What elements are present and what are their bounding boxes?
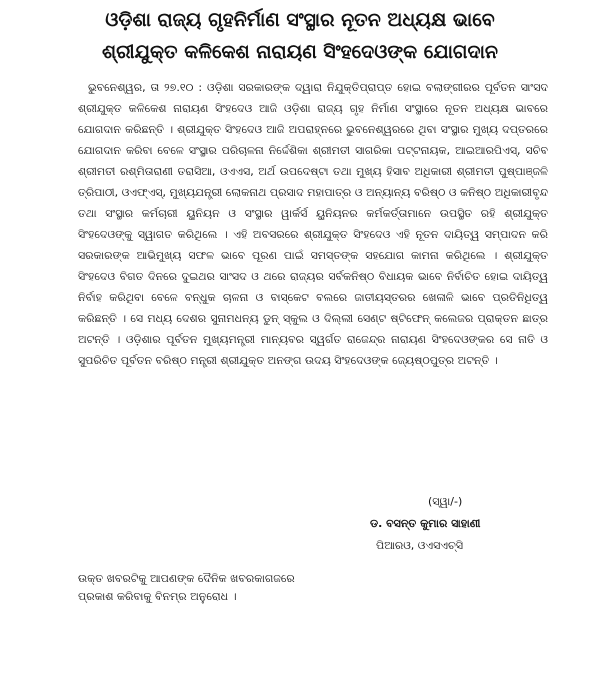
request-line-2: ପ୍ରକାଶ କରିବାକୁ ବିନମ୍ର ଅନୁରୋଧ ।	[78, 590, 237, 603]
publication-request	[78, 570, 338, 606]
body-text: ଭୁବନେଶ୍ୱର, ତା ୨୭.୧୦ : ଓଡ଼ିଶା ସରକାରଙ୍କ ଦ୍ୱାରା ନିଯୁକ୍ତିପ୍ରାପ୍ତ ହୋଇ ବଲାଙ୍ଗୀରର ପୂର୍ବତନ ସାଂସଦ ଶ୍ରୀଯୁକ୍ତ କଳିକେଶ ନାରାୟଣ ସିଂହଦେଓ ଆଜି ଓଡ଼ିଶା ରାଜ୍ୟ ଗୃହ ନିର୍ମାଣ ସଂସ୍ଥାରେ ନୂତନ ଅଧ୍ୟକ୍ଷ ଭାବରେ ଯୋଗଦାନ କରିଛନ୍ତି । ଶ୍ରୀଯୁକ୍ତ ସିଂହଦେଓ ଆଜି ଅପରାହ୍ନରେ ଭୁବନେଶ୍ୱରରେ ଥିବା ସଂସ୍ଥାର ମୁଖ୍ୟ ଦପ୍ତରରେ ଯୋଗଦାନ କରିବା ବେଳେ ସଂସ୍ଥାର ପରିଚାଳନା ନିର୍ଦ୍ଦେଶିକା ଶ୍ରୀମତୀ ସାଗରିକା ପଟ୍ଟନାୟକ, ଆଇଆରପିଏସ୍, ସଚିବ ଶ୍ରୀମତୀ ରଶ୍ମିତାରାଣୀ ତରାସିଆ, ଓଏଏସ, ଅର୍ଥ ଉପଦେଷ୍ଟା ତଥା ମୁଖ୍ୟ ହିସାବ ଅଧିକାରୀ ଶ୍ରୀମତୀ ପୁଷ୍ପାଞ୍ଜଳି ତ୍ରିପାଠୀ, ଓଏଫ୍ଏସ୍, ମୁଖ୍ୟଯନ୍ତ୍ରୀ ଲୋକନାଥ ପ୍ରସାଦ ମହାପାତ୍ର ଓ ଅନ୍ୟାନ୍ୟ ବରିଷ୍ଠ ଓ କନିଷ୍ଠ ଅଧିକାରୀବୃନ୍ଦ ତଥା ସଂସ୍ଥାର କର୍ମଚାରୀ ୟୁନିୟନ ଓ ସଂସ୍ଥାର ୱାର୍କର୍ସ ୟୁନିୟନର କର୍ମକର୍ତ୍ତାମାନେ ଉପସ୍ଥିତ ରହି ଶ୍ରୀଯୁକ୍ତ ସିଂହଦେଓଙ୍କୁ ସ୍ୱାଗତ କରିଥିଲେ । ଏହି ଅବସରରେ ଶ୍ରୀଯୁକ୍ତ ସିଂହଦେଓ ଏହି ନୂତନ ଦାୟିତ୍ୱ ସମ୍ପାଦନ କରି ସରକାରଙ୍କ ଆଭିମୁଖ୍ୟ ସଫଳ ଭାବେ ପୂରଣ ପାଇଁ ସମସ୍ତଙ୍କ ସହଯୋଗ କାମନା କରିଥିଲେ । ଶ୍ରୀଯୁକ୍ତ ସିଂହଦେଓ ବିଗତ ଦିନରେ ଦୁଇଥର ସାଂସଦ ଓ ଥରେ ରାଜ୍ୟର ସର୍ବକନିଷ୍ଠ ବିଧାୟକ ଭାବେ ନିର୍ବାଚିତ ହୋଇ ଦାୟିତ୍ୱ ନିର୍ବାହ କରିଥିବା ବେଳେ ବନ୍ଧୁକ ଚାଳନା ଓ ବାସ୍କେଟ ବଲରେ ଜାତୀୟସ୍ତରର ଖେଳାଳି ଭାବେ ପ୍ରତିନିଧିତ୍ୱ କରିଛନ୍ତି । ସେ ମଧ୍ୟ ଦେଶର ସୁନାମଧନ୍ୟ ଡୁନ୍ ସ୍କୁଲ ଓ ଦିଲ୍ଲୀ ସେଣ୍ଟ ଷ୍ଟିଫେନ୍ କଲେଜର ପ୍ରାକ୍ତନ ଛାତ୍ର ଅଟନ୍ତି । ଓଡ଼ିଶାର ପୂର୍ବତନ ମୁଖ୍ୟମନ୍ତ୍ରୀ ମାନ୍ୟବର ସ୍ୱର୍ଗତ ରାଜେନ୍ଦ୍ର ନାରାୟଣ ସିଂହଦେଓଙ୍କର ସେ ନାତି ଓ ସୁପରିଚିତ ପୂର୍ବତନ ବରିଷ୍ଠ ମନ୍ତ୍ରୀ ଶ୍ରୀଯୁକ୍ତ ଅନଙ୍ଗ ଉଦୟ ସିଂହଦେଓଙ୍କ ଜ୍ୟେଷ୍ଠପୁତ୍ର ଅଟନ୍ତି ।	[78, 81, 548, 367]
headline-line-1: ଓଡ଼ିଶା ରାଜ୍ୟ ଗୃହନିର୍ମାଣ ସଂସ୍ଥାର ନୂତନ ଅଧ୍ୟକ୍ଷ ଭାବେ	[105, 9, 495, 31]
signature-block	[370, 491, 560, 557]
signatory-name: ଡ. ବସନ୍ତ କୁମାର ସାହାଣୀ	[370, 517, 481, 530]
signatory-title: ପିଆରଓ, ଓଏସଏଚ୍‌ସି	[376, 539, 463, 552]
headline-line-2: ଶ୍ରୀଯୁକ୍ତ କଳିକେଶ ନାରାୟଣ ସିଂହଦେଓଙ୍କ ଯୋଗଦାନ	[101, 41, 499, 63]
request-line-1: ଉକ୍ତ ଖବରଟିକୁ ଆପଣଙ୍କ ଦୈନିକ ଖବରକାଗଜରେ	[78, 572, 295, 585]
body-paragraph	[78, 77, 548, 371]
signature-mark: (ସ୍ୱା/-)	[428, 495, 463, 508]
